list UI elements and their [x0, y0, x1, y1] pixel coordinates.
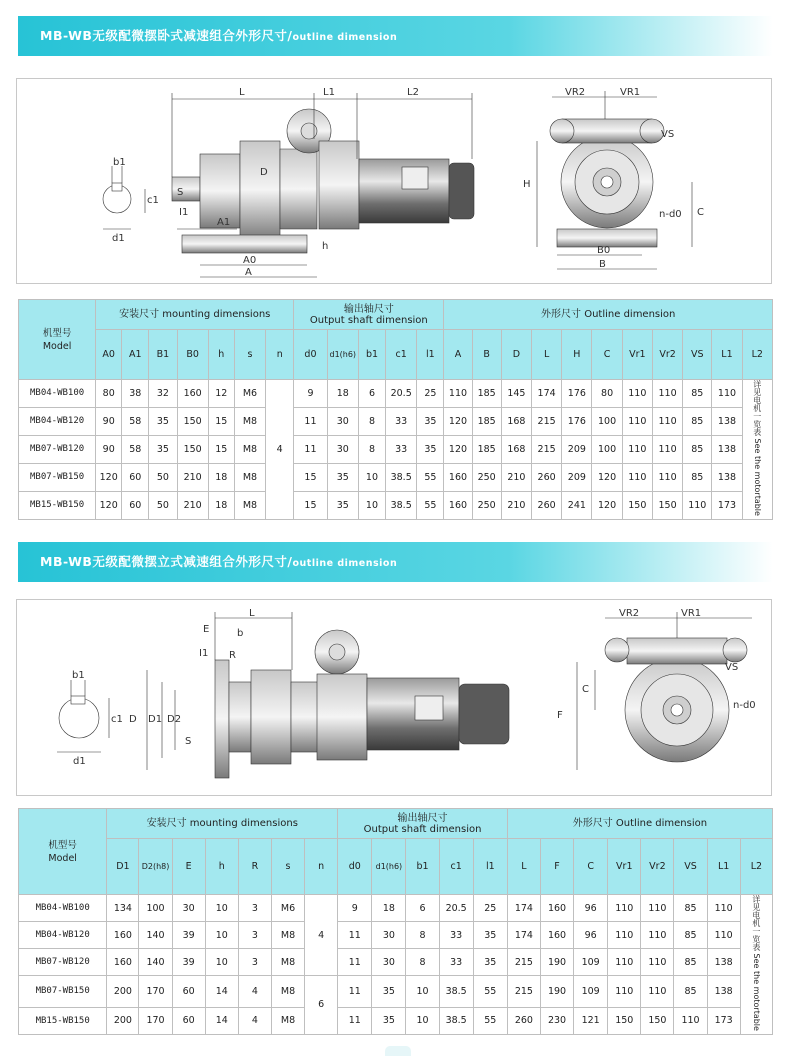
col-header: D1	[107, 839, 139, 895]
col-header: c1	[386, 330, 417, 380]
col-header: C	[592, 330, 622, 380]
label-b: b	[237, 628, 244, 639]
shaft-group-header: 输出轴尺寸 Output shaft dimension	[294, 300, 444, 330]
table-row: MB04-WB120 160 140 39 10 3 M8 11 30 8 33 35 174 160 96 110 110 85 110	[19, 922, 773, 949]
label-VR1: VR1	[620, 87, 641, 98]
label-D2: D2	[167, 714, 182, 725]
label-A0: A0	[243, 255, 257, 266]
section2-title: MB-WB无级配微摆立式减速组合外形尺寸/outline dimension	[18, 542, 773, 582]
l2-note: 详见电机一览表 See the motortable	[742, 380, 772, 520]
label-VS: VS	[661, 129, 675, 140]
label-S: S	[185, 736, 192, 747]
col-header: R	[238, 839, 271, 895]
table-row: MB07-WB120 90 58 35 150 15 M8 11 30 8 33 35 120 185 168 215 209 100 110 110 85 138	[19, 435, 773, 463]
label-A1: A1	[217, 217, 231, 228]
col-header: n	[266, 330, 294, 380]
label-h: h	[322, 241, 329, 252]
horizontal-assembly-svg	[17, 79, 773, 285]
col-header: VS	[674, 839, 707, 895]
label-D: D	[129, 714, 137, 725]
col-header: D	[501, 330, 531, 380]
label-VR1: VR1	[681, 608, 702, 619]
col-header: A	[444, 330, 472, 380]
label-c1: c1	[147, 195, 159, 206]
col-header: L2	[740, 839, 772, 895]
outline-group-header: 外形尺寸 Outline dimension	[444, 300, 773, 330]
table-row: MB15-WB150 200 170 60 14 4 M8 11 35 10 38.5 55 260 230 121 150 150 110 173	[19, 1007, 773, 1034]
vertical-assembly-svg	[17, 600, 773, 797]
vertical-spec-table	[18, 808, 773, 1035]
mounting-group-header: 安装尺寸 mounting dimensions	[96, 300, 294, 330]
horizontal-assembly-drawing	[16, 78, 772, 284]
label-b1: b1	[72, 670, 85, 681]
col-header: L2	[742, 330, 772, 380]
col-header: F	[540, 839, 573, 895]
page-tab-decoration	[385, 1046, 411, 1056]
col-header: L1	[707, 839, 740, 895]
label-B: B	[599, 259, 606, 270]
table-row: MB04-WB120 90 58 35 150 15 M8 11 30 8 33 35 120 185 168 215 176 100 110 110 85 138	[19, 407, 773, 435]
outline-group-header: 外形尺寸 Outline dimension	[507, 809, 772, 839]
label-H: H	[523, 179, 531, 190]
label-C: C	[582, 684, 589, 695]
shaft-group-header: 输出轴尺寸 Output shaft dimension	[338, 809, 508, 839]
label-b1: b1	[113, 157, 126, 168]
col-header: Vr1	[608, 839, 641, 895]
col-header: Vr1	[622, 330, 652, 380]
section1-title: MB-WB无级配微摆卧式减速组合外形尺寸/outline dimension	[18, 16, 773, 56]
table-row: MB07-WB120 160 140 39 10 3 M8 11 30 8 33 35 215 190 109 110 110 85 138	[19, 949, 773, 976]
label-d1: d1	[73, 756, 86, 767]
label-VR2: VR2	[619, 608, 640, 619]
col-header: n	[305, 839, 338, 895]
col-header: L1	[712, 330, 742, 380]
col-header: l1	[473, 839, 507, 895]
table-row: MB15-WB150 120 60 50 210 18 M8 15 35 10 38.5 55 160 250 210 260 241 120 150 150 110 173	[19, 491, 773, 519]
horizontal-spec-table	[18, 299, 773, 520]
label-L: L	[249, 608, 255, 619]
col-header: s	[234, 330, 265, 380]
col-header: Vr2	[641, 839, 674, 895]
col-header: B1	[149, 330, 177, 380]
col-header: L	[507, 839, 540, 895]
table-row: MB04-WB100 80 38 32 160 12 M6 4 9 18 6 20.5 25 110 185 145 174 176 80 110 110 85 110 详见电机一览表 See the motortable	[19, 380, 773, 408]
n-value: 6	[305, 976, 338, 1035]
col-header: C	[574, 839, 608, 895]
label-A: A	[245, 267, 252, 278]
col-header: H	[562, 330, 592, 380]
col-header: s	[271, 839, 304, 895]
col-header: d1(h6)	[327, 330, 358, 380]
n-value: 4	[305, 895, 338, 976]
col-header: B	[472, 330, 501, 380]
col-header: d0	[338, 839, 372, 895]
label-L2: L2	[407, 87, 419, 98]
col-header: A0	[96, 330, 122, 380]
label-L1: L1	[323, 87, 335, 98]
col-header: d0	[294, 330, 327, 380]
label-B0: B0	[597, 245, 611, 256]
label-d1: d1	[112, 233, 125, 244]
label-I1: I1	[199, 648, 209, 659]
model-header: 机型号 Model	[19, 300, 96, 380]
col-header: B0	[177, 330, 208, 380]
model-header: 机型号 Model	[19, 809, 107, 895]
label-E: E	[203, 624, 210, 635]
col-header: d1(h6)	[372, 839, 406, 895]
col-header: h	[205, 839, 238, 895]
col-header: A1	[122, 330, 149, 380]
mounting-group-header: 安装尺寸 mounting dimensions	[107, 809, 338, 839]
label-L: L	[239, 87, 245, 98]
col-header: L	[532, 330, 562, 380]
col-header: c1	[439, 839, 473, 895]
col-header: E	[172, 839, 205, 895]
col-header: l1	[417, 330, 444, 380]
label-VS: VS	[725, 662, 739, 673]
col-header: b1	[406, 839, 439, 895]
n-value: 4	[266, 380, 294, 520]
label-D1: D1	[148, 714, 163, 725]
col-header: D2(h8)	[139, 839, 172, 895]
label-n-d0: n-d0	[733, 700, 756, 711]
label-c1: c1	[111, 714, 123, 725]
l2-note: 详见电机一览表 See the motortable	[740, 895, 772, 1035]
col-header: VS	[683, 330, 712, 380]
label-R: R	[229, 650, 236, 661]
label-n-d0: n-d0	[659, 209, 682, 220]
col-header: Vr2	[652, 330, 682, 380]
label-I1: I1	[179, 207, 189, 218]
col-header: h	[208, 330, 234, 380]
label-F: F	[557, 710, 563, 721]
label-C: C	[697, 207, 704, 218]
table-row: MB07-WB150 120 60 50 210 18 M8 15 35 10 38.5 55 160 250 210 260 209 120 110 110 85 138	[19, 463, 773, 491]
label-VR2: VR2	[565, 87, 586, 98]
table-row: MB07-WB150 200 170 60 14 4 M8 6 11 35 10 38.5 55 215 190 109 110 110 85 138	[19, 976, 773, 1008]
label-D: D	[260, 167, 268, 178]
label-S: S	[177, 187, 184, 198]
vertical-assembly-drawing	[16, 599, 772, 796]
col-header: b1	[358, 330, 385, 380]
table-row: MB04-WB100 134 100 30 10 3 M6 4 9 18 6 20.5 25 174 160 96 110 110 85 110 详见电机一览表 See the motortable	[19, 895, 773, 922]
